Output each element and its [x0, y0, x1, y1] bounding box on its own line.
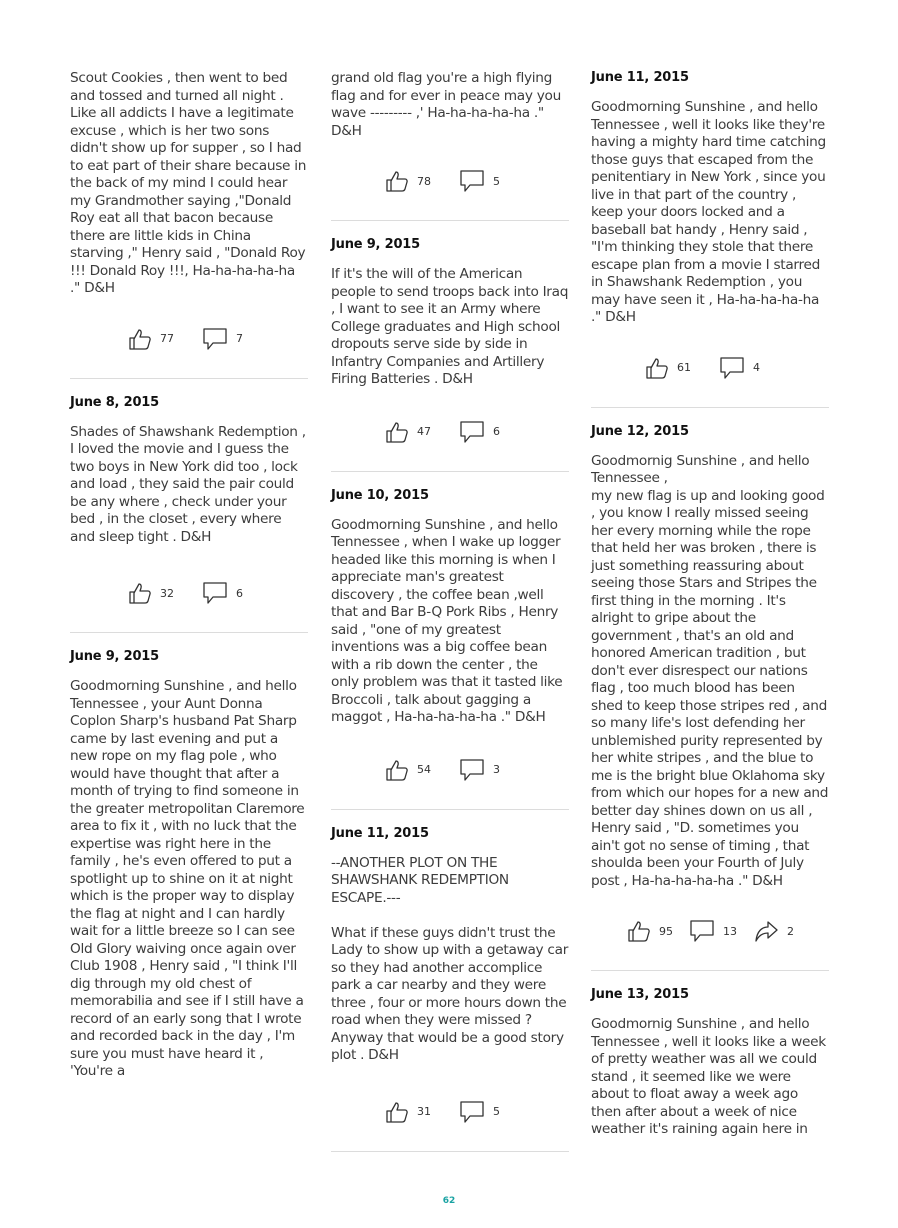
comment-button[interactable] — [202, 581, 243, 605]
post-text: Goodmornig Sunshine , and hello Tennessee , well it looks like a week of pretty weather was all we could stand , it seemed like we were about to float away a week ago then after about a week of nice weather it's raining again here in — [591, 1016, 830, 1137]
like-button[interactable] — [627, 919, 673, 943]
divider — [331, 1151, 569, 1152]
divider — [70, 378, 308, 379]
post-date: June 9, 2015 — [331, 237, 420, 252]
comment-bubble-icon — [202, 327, 228, 351]
post-text: Goodmorning Sunshine , and hello Tennessee , your Aunt Donna Coplon Sharp's husband Pat Sharp came by last evening and put a new rope on my flag pole , who would have thought that after a month of trying to find someone in the greater metropolitan Claremore area to fix it , with no luck that the expertise was right here in the family , he's even offered to put a spotlight up to shine on it at night which is the proper way to display the flag at night and I can hardly wait for a little breeze so I can see Old Glory waiving once again over Club 1908 , Henry said , "I think I'll dig through my old chest of memorabilia and see if I still have a record of an early song that I wrote and recorded back in the day , I'm sure you must have heard it , 'You're a — [70, 678, 309, 1079]
column-2 — [331, 70, 573, 1168]
divider — [70, 632, 308, 633]
comment-count: 6 — [236, 586, 243, 600]
comment-button[interactable] — [689, 919, 737, 943]
post-text: grand old flag you're a high flying flag and for ever in peace may you wave --------- ,' Ha-ha-ha-ha-ha ." D&H — [331, 70, 566, 139]
post-stats — [331, 419, 569, 445]
like-button[interactable] — [385, 758, 431, 782]
like-button[interactable] — [385, 1100, 431, 1124]
comment-bubble-icon — [719, 356, 745, 380]
like-button[interactable] — [128, 327, 174, 351]
thumbs-up-icon — [385, 1100, 409, 1124]
post-text: Goodmorning Sunshine , and hello Tennessee , well it looks like they're having a mighty hard time catching those guys that escaped from the penitentiary in New York , since you live in that part of the country , keep your doors locked and a baseball bat handy , Henry said , "I'm thinking they stole that there escape plan from a movie I starred in Shawshank Redemption , you may have seen it , Ha-ha-ha-ha-ha ." D&H — [591, 99, 831, 325]
post-stats — [331, 757, 569, 783]
post-stats — [591, 355, 829, 381]
comment-count: 6 — [493, 425, 500, 438]
thumbs-up-icon — [385, 420, 409, 444]
comment-button[interactable] — [459, 169, 500, 193]
thumbs-up-icon — [385, 169, 409, 193]
comment-button[interactable] — [459, 1100, 500, 1124]
comment-count: 3 — [493, 763, 500, 776]
divider — [331, 809, 569, 810]
comment-bubble-icon — [459, 1100, 485, 1124]
like-count: 31 — [417, 1105, 431, 1118]
post-stats — [591, 918, 829, 944]
post — [591, 424, 829, 972]
post-date: June 11, 2015 — [331, 825, 429, 841]
like-button[interactable] — [385, 420, 431, 444]
post-text: --ANOTHER PLOT ON THE SHAWSHANK REDEMPTION ESCAPE.--- What if these guys didn't trust the Lady to show up with a getaway car so they had another accomplice park a car nearby and they were three , four or more hours down the road when they were missed ? Anyway that would be a good story plot . D&H — [331, 854, 569, 1063]
like-button[interactable] — [645, 356, 691, 380]
like-count: 32 — [160, 586, 174, 600]
comment-button[interactable] — [459, 420, 500, 444]
thumbs-up-icon — [385, 758, 409, 782]
comment-bubble-icon — [459, 758, 485, 782]
comment-count: 13 — [723, 924, 737, 938]
thumbs-up-icon — [128, 327, 152, 351]
post — [70, 649, 308, 1081]
post-date: June 10, 2015 — [331, 487, 429, 503]
share-arrow-icon — [753, 919, 779, 943]
post — [331, 237, 573, 472]
post-date: June 9, 2015 — [70, 649, 159, 664]
column-3 — [591, 70, 829, 1139]
post-text: Goodmornig Sunshine , and hello Tennessee , my new flag is up and looking good , you know I really missed seeing her every morning while the rope that held her was broken , there is just something reassuring about seeing those Stars and Stripes the first thing in the morning . It's alright to gripe about the government , that's an old and honored American tradition , but don't ever disrespect our nations flag , too much blood has been shed to keep those stripes red , and so many life's lost defending her unblemished purity represented by her white stripes , and the blue to me is the bright blue Oklahoma sky from which our hopes for a new and better day shines down on us all , Henry said , "D. sometimes you ain't got no sense of timing , that shoulda been your Fourth of July post , Ha-ha-ha-ha-ha ." D&H — [591, 452, 829, 889]
like-count: 95 — [659, 924, 673, 938]
post-text: Goodmorning Sunshine , and hello Tennessee , when I wake up logger headed like this morning is when I appreciate man's greatest discovery , the coffee bean ,well that and Bar B-Q Pork Ribs , Henry said , "one of my greatest inventions was a big coffee bean with a rib down the center , the only problem was that it tasted like Broccoli , talk about gagging a maggot , Ha-ha-ha-ha-ha ." D&H — [331, 516, 567, 725]
divider — [591, 407, 829, 408]
like-count: 61 — [677, 361, 691, 374]
like-count: 47 — [417, 425, 431, 438]
comment-count: 4 — [753, 361, 760, 374]
post-date: June 11, 2015 — [591, 70, 689, 85]
comment-button[interactable] — [719, 356, 760, 380]
post-text: Scout Cookies , then went to bed and tossed and turned all night . Like all addicts I have a legitimate excuse , which is her two sons didn't show up for supper , so I had to eat part of their share because in the back of my mind I could hear my Grandmother saying ,"Donald Roy eat all that bacon because there are little kids in China starving ," Henry said , "Donald Roy !!! Donald Roy !!!, Ha-ha-ha-ha-ha ." D&H — [70, 70, 311, 296]
share-button[interactable] — [753, 919, 794, 943]
post — [331, 70, 569, 221]
like-count: 78 — [417, 174, 431, 188]
divider — [331, 220, 569, 221]
like-count: 77 — [160, 332, 174, 345]
post — [70, 395, 308, 634]
post-text: Shades of Shawshank Redemption , I loved the movie and I guess the two boys in New York did too , lock and load , they said the pair could be any where , check under your bed , in the closet , every where and sleep tight . D&H — [70, 423, 310, 545]
divider — [331, 471, 569, 472]
like-button[interactable] — [385, 169, 431, 193]
like-button[interactable] — [128, 581, 174, 605]
post — [331, 488, 569, 810]
comment-button[interactable] — [459, 758, 500, 782]
like-count: 54 — [417, 763, 431, 776]
page-number: 62 — [442, 1196, 456, 1206]
column-1 — [70, 70, 311, 1081]
post-stats — [331, 1099, 569, 1125]
divider — [591, 970, 829, 971]
thumbs-up-icon — [627, 919, 651, 943]
comment-bubble-icon — [459, 169, 485, 193]
post-stats — [70, 580, 308, 606]
comment-button[interactable] — [202, 327, 243, 351]
comment-bubble-icon — [202, 581, 228, 605]
post-stats — [331, 168, 569, 194]
comment-bubble-icon — [689, 919, 715, 943]
post-date: June 8, 2015 — [70, 394, 159, 410]
comment-count: 5 — [493, 1105, 500, 1118]
post — [70, 70, 311, 379]
post — [591, 987, 829, 1139]
post — [591, 70, 829, 408]
comment-count: 7 — [236, 332, 243, 345]
post-date: June 13, 2015 — [591, 987, 689, 1002]
post-stats — [70, 326, 308, 352]
share-count: 2 — [787, 924, 794, 938]
post — [331, 826, 569, 1152]
comment-count: 5 — [493, 174, 500, 188]
thumbs-up-icon — [645, 356, 669, 380]
comment-bubble-icon — [459, 420, 485, 444]
post-text: If it's the will of the American people to send troops back into Iraq , I want to see it an Army where College graduates and High school dropouts serve side by side in Infantry Companies and Artillery Firing Batteries . D&H — [331, 266, 573, 387]
thumbs-up-icon — [128, 581, 152, 605]
post-date: June 12, 2015 — [591, 423, 689, 439]
